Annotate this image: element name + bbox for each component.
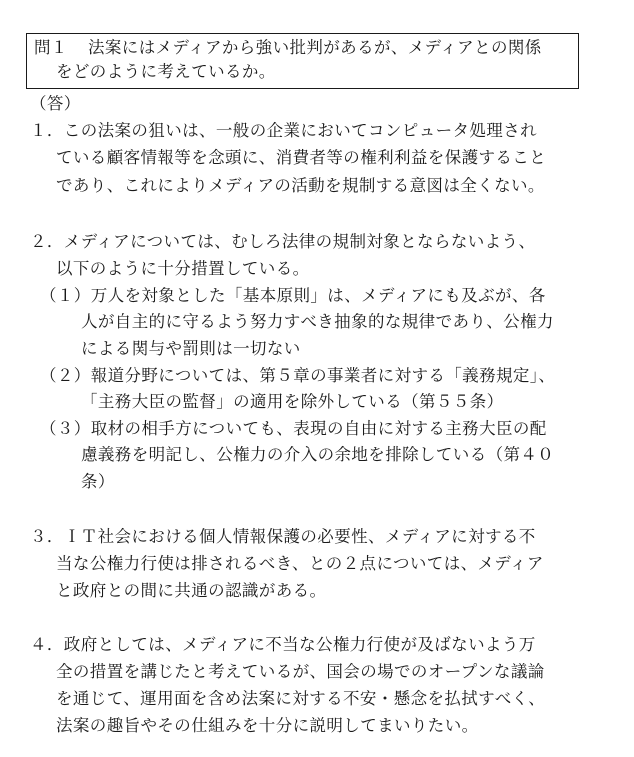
item-1-line-2: ている顧客情報等を念頭に、消費者等の権利利益を保護すること [56, 148, 547, 167]
item-4-line-4: 法案の趣旨やその仕組みを十分に説明してまいりたい。 [56, 716, 479, 735]
item-2-sub-1-line-2: 人が自主的に守るよう努力すべき抽象的な規律であり、公権力 [81, 312, 554, 331]
item-4-line-3: を通じて、運用面を含め法案に対する不安・懸念を払拭すべく、 [56, 689, 546, 708]
item-2-sub-2-line-1: （２）報道分野については、第５章の事業者に対する「義務規定」、 [40, 366, 556, 385]
question-label: 問１ [34, 38, 68, 57]
item-3-line-2: 当な公権力行使は排されるべき、との２点については、メディア [56, 554, 544, 573]
item-1-line-3: であり、これによりメディアの活動を規制する意図は全くない。 [56, 176, 545, 195]
item-2-sub-1-line-1: （１）万人を対象とした「基本原則」は、メディアにも及ぶが、各 [40, 286, 546, 305]
question-text-line-1: 法案にはメディアから強い批判があるが、メディアとの関係 [88, 38, 542, 57]
item-3-line-3: と政府との間に共通の認識がある。 [56, 581, 327, 600]
item-2-line-2: 以下のように十分措置している。 [56, 259, 310, 278]
item-1-line-1: １．この法案の狙いは、一般の企業においてコンピュータ処理され [30, 121, 537, 140]
item-2-sub-2-line-2: 「主務大臣の監督」の適用を除外している（第５５条） [81, 392, 504, 411]
item-2-sub-3-line-1: （３）取材の相手方についても、表現の自由に対する主務大臣の配 [40, 419, 547, 438]
item-2-line-1: ２．メディアについては、むしろ法律の規制対象とならないよう、 [30, 232, 536, 251]
item-2-sub-1-line-3: による関与や罰則は一切ない [81, 339, 301, 358]
question-text-line-2: をどのように考えているか。 [56, 62, 276, 81]
answer-label: （答） [30, 94, 81, 113]
item-3-line-1: ３．ＩＴ社会における個人情報保護の必要性、メディアに対する不 [30, 527, 536, 546]
item-4-line-1: ４．政府としては、メディアに不当な公権力行使が及ばないよう万 [30, 635, 536, 654]
item-4-line-2: 全の措置を講じたと考えているが、国会の場でのオープンな議論 [56, 662, 545, 681]
item-2-sub-3-line-2: 慮義務を明記し、公権力の介入の余地を排除している（第４０ [81, 445, 555, 464]
item-2-sub-3-line-3: 条） [81, 472, 115, 491]
